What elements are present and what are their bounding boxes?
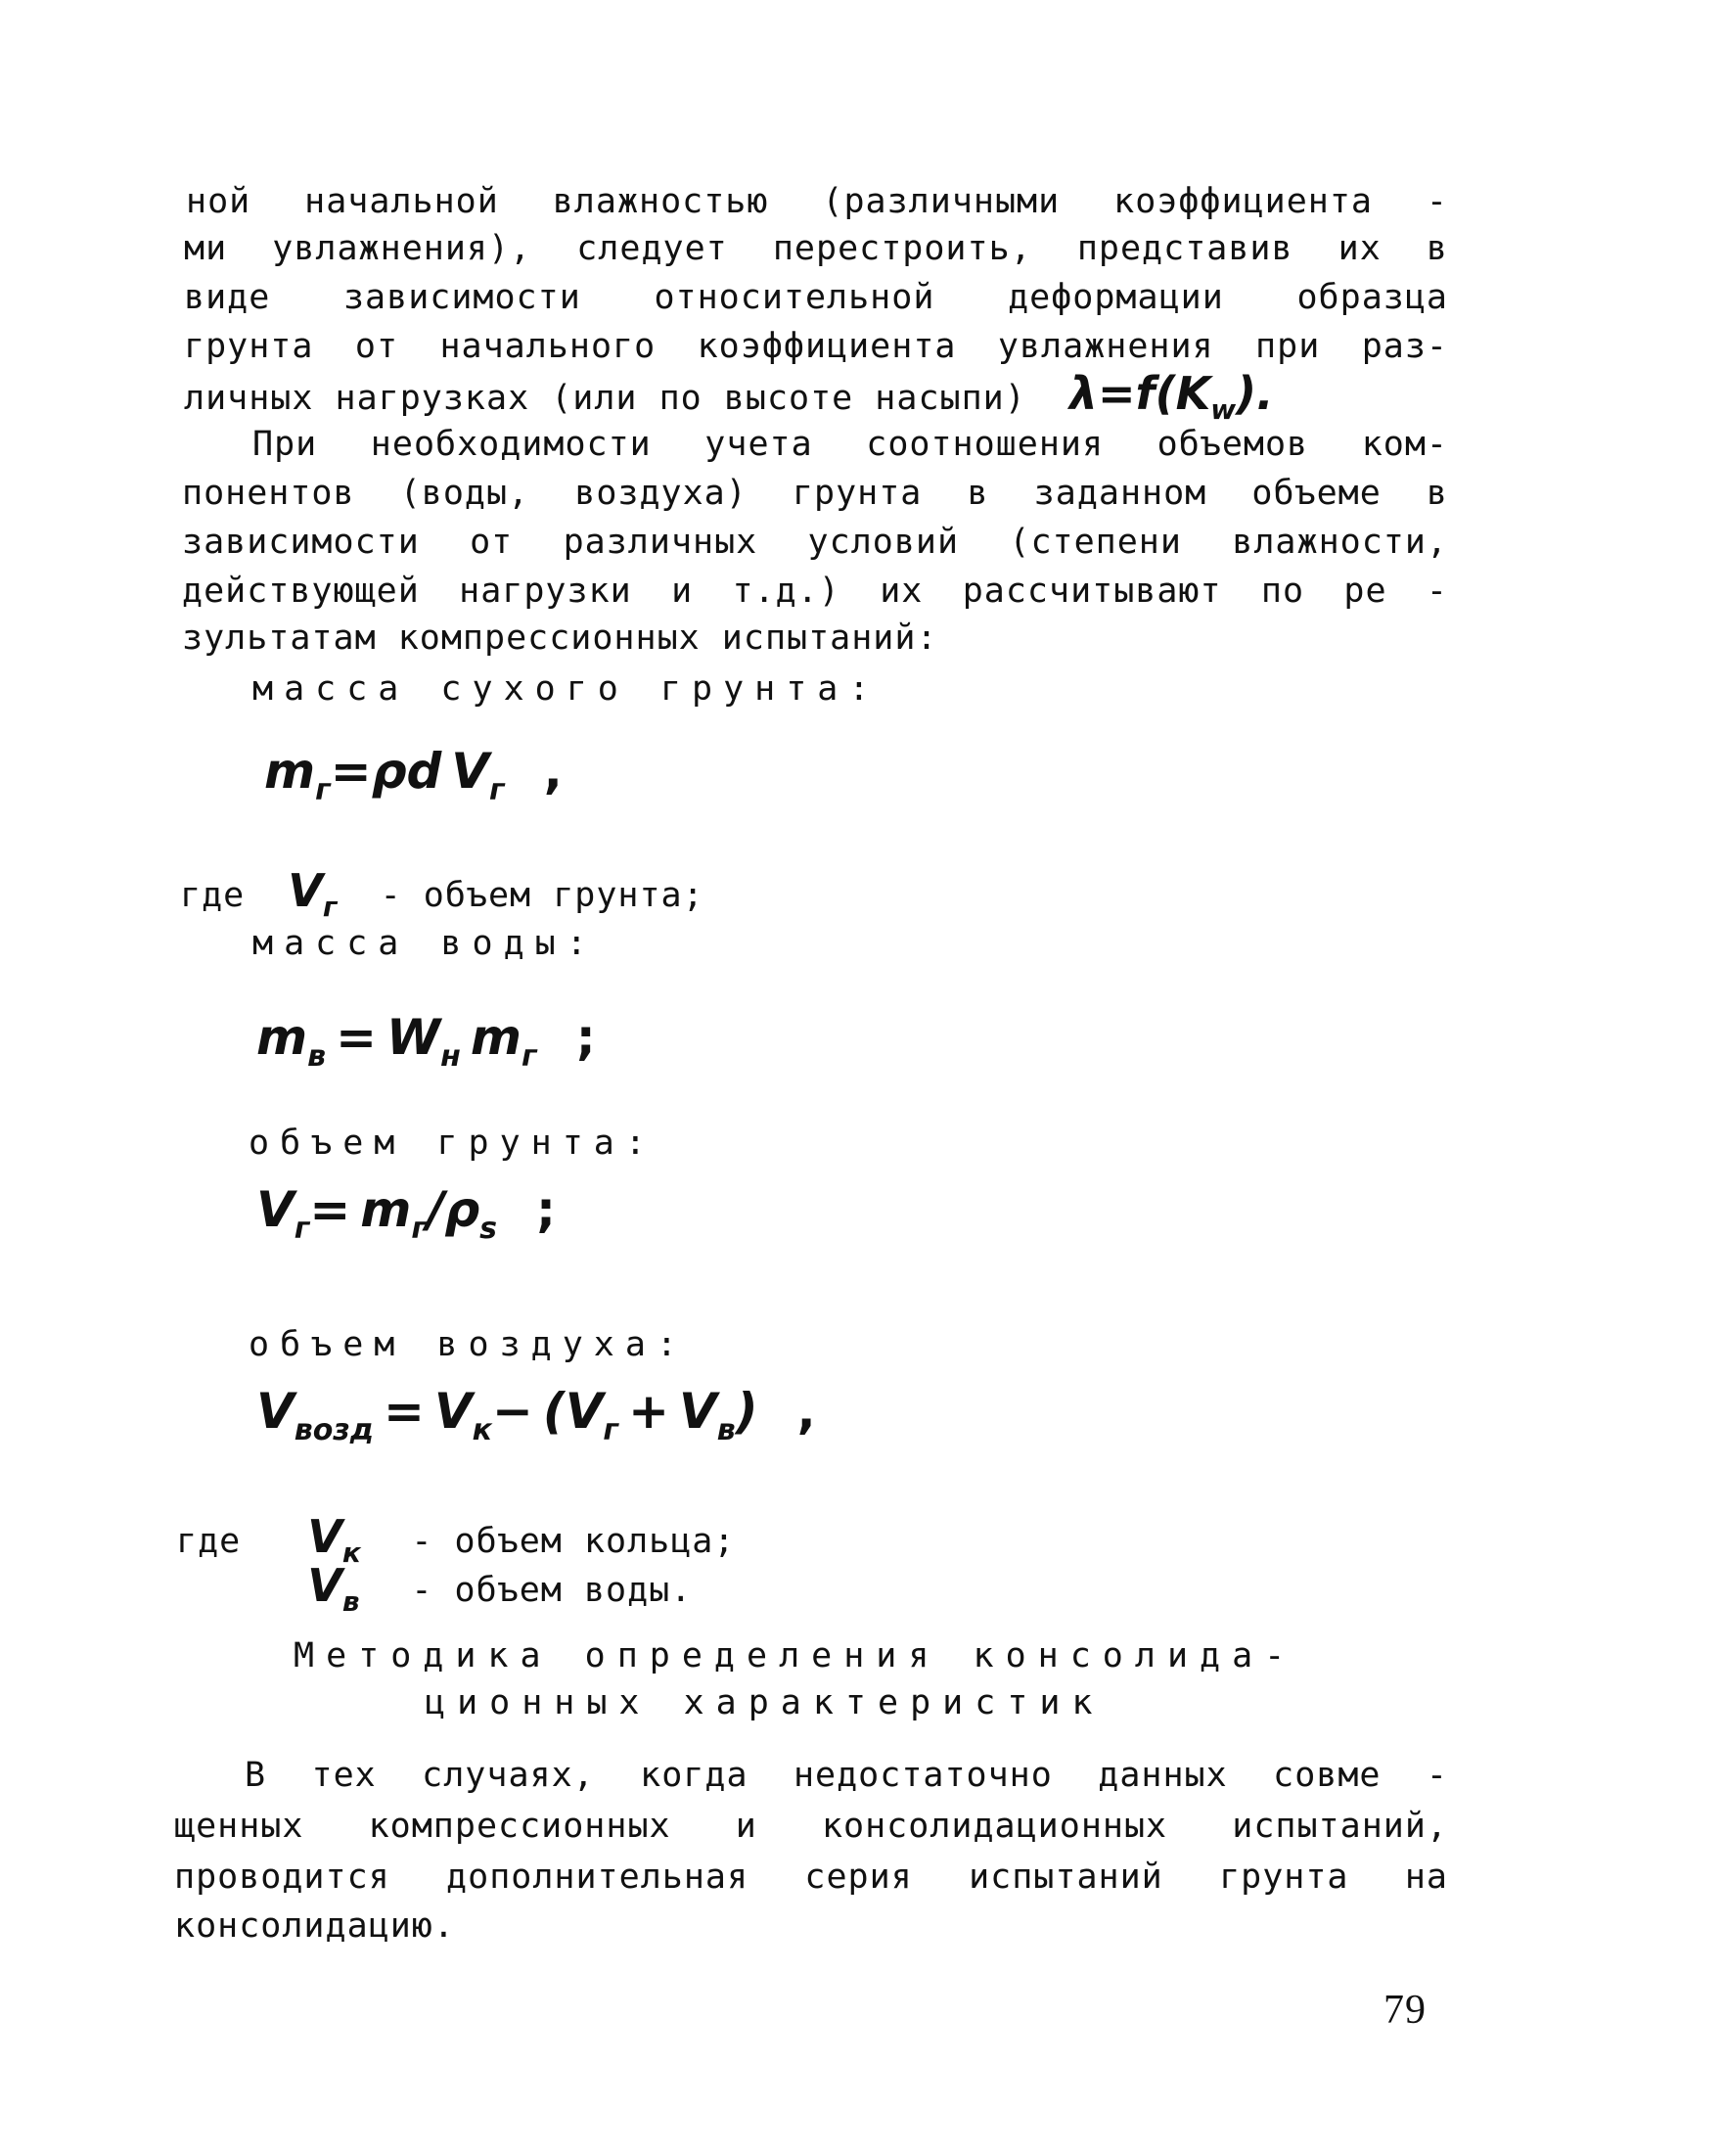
paragraph-3-line-4: консолидацию. <box>174 1906 455 1946</box>
water-mass-formula: $m_в = W_н$ $m_г$ ; <box>256 1009 596 1074</box>
paragraph-2-line-2: понентов (воды, воздуха) грунта в заданном объеме в <box>182 474 1448 513</box>
paragraph-1-line-1: ной начальной влажностью (различными коэффициента - <box>186 182 1448 221</box>
paragraph-3-line-1: В тех случаях, когда недостаточно данных совме - <box>245 1756 1448 1795</box>
section-heading-line-2: ционных характеристик <box>425 1683 1105 1722</box>
paragraph-3-line-3: проводится дополнительная серия испытаний грунта на <box>174 1858 1448 1897</box>
paragraph-2-line-1: При необходимости учета соотношения объемов ком- <box>252 425 1448 464</box>
paragraph-3-line-2: щенных компрессионных и консолидационных испытаний, <box>174 1807 1448 1846</box>
paragraph-2-line-5: зультатам компрессионных испытаний: <box>182 619 938 658</box>
soil-volume-symbol: $V_г$ <box>288 864 338 923</box>
air-volume-label: объем воздуха: <box>249 1325 689 1364</box>
soil-volume-label: объем грунта: <box>249 1124 657 1163</box>
paragraph-2-line-4: действующей нагрузки и т.д.) их рассчитывают по ре - <box>182 572 1448 611</box>
paragraph-1-line-4: грунта от начального коэффициента увлажнения при раз- <box>184 327 1448 366</box>
where-soil-volume <box>180 864 704 929</box>
paragraph-2-line-3: зависимости от различных условий (степени влажности, <box>182 523 1448 562</box>
soil-volume-definition: - объем грунта; <box>380 876 704 915</box>
page-number: 79 <box>1383 1988 1427 2033</box>
where-water-volume <box>176 1559 693 1624</box>
ring-volume-definition: - объем кольца; <box>411 1522 736 1561</box>
soil-volume-formula: $V_г= m_г/\rho_s$ ; <box>256 1181 557 1246</box>
paragraph-1-line-5-text: личных нагрузках (или по высоте насыпи) <box>184 379 1026 418</box>
paragraph-1-line-2: ми увлажнения), следует перестроить, представив их в <box>184 229 1448 268</box>
where-word: где <box>180 876 246 915</box>
deformation-formula: $\lambda=f(K_w)$. <box>1068 367 1274 426</box>
water-volume-definition: - объем воды. <box>411 1571 693 1610</box>
ring-volume-symbol: $V_к$ <box>307 1510 361 1569</box>
air-volume-formula: $V_{возд} = V_к- (V_г + V_в)$ , <box>256 1383 816 1447</box>
where-word: где <box>176 1522 242 1561</box>
water-volume-symbol: $V_в$ <box>307 1559 360 1618</box>
water-mass-label: масса воды: <box>252 924 598 963</box>
dry-mass-formula: $m_г=\rho d$ $V_г$ , <box>264 743 563 807</box>
section-heading-line-1: Методика определения консолида- <box>294 1636 1297 1675</box>
paragraph-1-line-3: виде зависимости относительной деформации образца <box>184 278 1448 317</box>
dry-mass-label: масса сухого грунта: <box>252 669 881 709</box>
